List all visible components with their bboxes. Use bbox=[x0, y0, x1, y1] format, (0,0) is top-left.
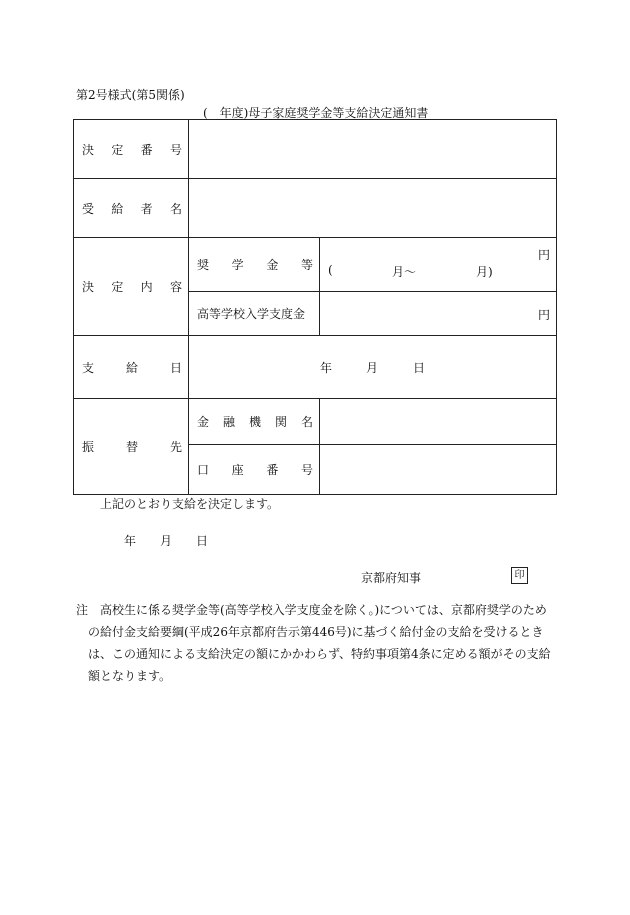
note-block bbox=[76, 599, 560, 687]
label-bank-name: 金 融 機 関 名 bbox=[189, 399, 320, 445]
label-scholarship: 奨 学 金 等 bbox=[189, 238, 320, 292]
yen-unit: 円 bbox=[537, 308, 550, 322]
form-number: 第2号様式(第5関係) bbox=[76, 88, 185, 102]
note-line: の給付金支給要綱(平成26年京都府告示第446号)に基づく給付金の支給を受けるとき bbox=[88, 625, 544, 639]
value-account-number bbox=[320, 445, 557, 495]
date-year: 年 bbox=[124, 534, 137, 548]
value-payment-date: 年 月 日 bbox=[189, 336, 557, 399]
value-scholarship bbox=[320, 238, 557, 292]
decision-statement: 上記のとおり支給を決定します。 bbox=[100, 497, 280, 511]
row-bank-name bbox=[74, 399, 557, 445]
period-open: ( bbox=[328, 263, 333, 277]
label-recipient-name: 受 給 者 名 bbox=[74, 179, 189, 238]
note-line: 額となります。 bbox=[88, 669, 172, 683]
note-line: は、この通知による支給決定の額にかかわらず、特約事項第4条に定める額がその支給 bbox=[88, 647, 551, 661]
decision-table bbox=[73, 119, 557, 495]
period-month-2: 月) bbox=[476, 265, 493, 279]
seal-mark: 印 bbox=[511, 567, 528, 584]
period-month-1: 月〜 bbox=[392, 265, 417, 279]
value-recipient-name bbox=[189, 179, 557, 238]
value-bank-name bbox=[320, 399, 557, 445]
issuer: 京都府知事 bbox=[361, 571, 422, 585]
label-account-number: 口 座 番 号 bbox=[189, 445, 320, 495]
document-title: ( 年度)母子家庭奨学金等支給決定通知書 bbox=[203, 106, 429, 120]
note-line: 注 高校生に係る奨学金等(高等学校入学支度金を除く。)については、京都府奨学のため bbox=[76, 603, 547, 617]
label-admission-support: 高等学校入学支度金 bbox=[189, 292, 320, 336]
row-decision-number bbox=[74, 120, 557, 179]
date-day: 日 bbox=[196, 534, 209, 548]
row-scholarship bbox=[74, 238, 557, 292]
label-decision-number: 決 定 番 号 bbox=[74, 120, 189, 179]
yen-unit: 円 bbox=[537, 248, 550, 262]
row-recipient-name bbox=[74, 179, 557, 238]
label-payment-date: 支 給 日 bbox=[74, 336, 189, 399]
value-decision-number bbox=[189, 120, 557, 179]
value-admission-support bbox=[320, 292, 557, 336]
label-decision-content: 決 定 内 容 bbox=[74, 238, 189, 336]
date-month: 月 bbox=[160, 534, 173, 548]
row-payment-date bbox=[74, 336, 557, 399]
label-transfer-to: 振 替 先 bbox=[74, 399, 189, 495]
